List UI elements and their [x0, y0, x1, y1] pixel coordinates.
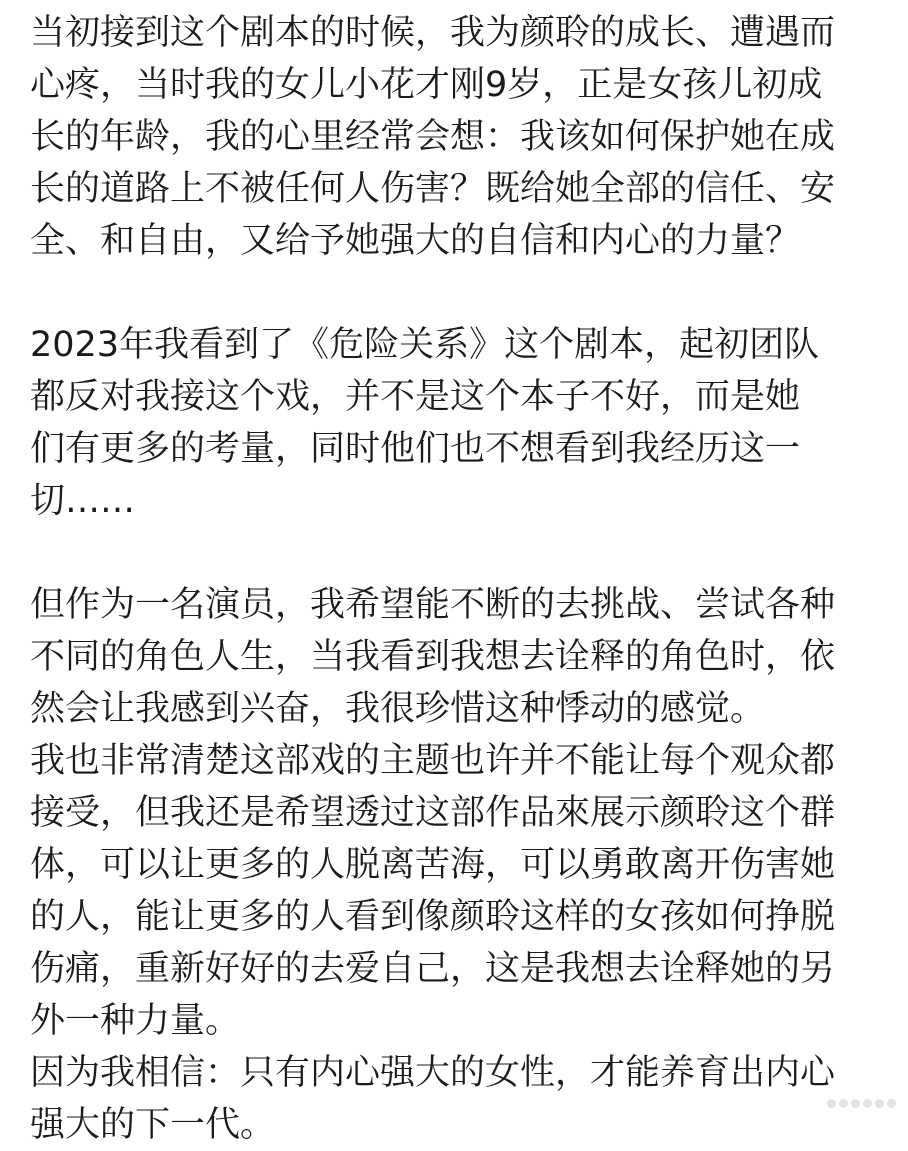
dot-icon [875, 1099, 884, 1108]
text-line: 长的道路上不被任何人伤害？既给她全部的信任、安 [30, 169, 836, 209]
text-line: 全、和自由，又给予她强大的自信和内心的力量？ [30, 221, 801, 261]
text-line: 都反对我接这个戏，并不是这个本子不好，而是她 [30, 377, 801, 417]
dot-icon [827, 1099, 836, 1108]
paragraph-3 [30, 579, 890, 1151]
paragraph-2 [30, 319, 890, 527]
paragraph-spacer [30, 267, 890, 319]
text-line: 体，可以让更多的人脱离苦海，可以勇敢离开伤害她 [30, 845, 836, 885]
text-line: 们有更多的考量，同时他们也不想看到我经历这一 [30, 429, 801, 469]
dot-icon [839, 1099, 848, 1108]
text-line: 然会让我感到兴奋，我很珍惜这种悸动的感觉。 [30, 689, 766, 729]
text-line: 因为我相信：只有内心强大的女性，才能养育出内心 [30, 1053, 836, 1093]
paragraph-spacer [30, 527, 890, 579]
text-line: 不同的角色人生，当我看到我想去诠释的角色时，依 [30, 637, 836, 677]
post-body [30, 7, 890, 1151]
text-line: 强大的下一代。 [30, 1105, 276, 1145]
dot-icon [863, 1099, 872, 1108]
dot-icon [851, 1099, 860, 1108]
paragraph-1 [30, 7, 890, 267]
dot-icon [887, 1099, 896, 1108]
text-line: 伤痛，重新好好的去爱自己，这是我想去诠释她的另 [30, 949, 836, 989]
text-line: 我也非常清楚这部戏的主题也许并不能让每个观众都 [30, 741, 836, 781]
text-line: 接受，但我还是希望透过这部作品來展示颜聆这个群 [30, 793, 836, 833]
text-line: 当初接到这个剧本的时候，我为颜聆的成长、遭遇而 [30, 13, 836, 53]
text-line: 心疼，当时我的女儿小花才刚9岁，正是女孩儿初成 [30, 65, 823, 105]
text-line: 切…… [30, 481, 136, 521]
text-line: 但作为一名演员，我希望能不断的去挑战、尝试各种 [30, 585, 836, 625]
text-line: 的人，能让更多的人看到像颜聆这样的女孩如何挣脱 [30, 897, 836, 937]
text-line: 外一种力量。 [30, 1001, 241, 1041]
text-line: 长的年龄，我的心里经常会想：我该如何保护她在成 [30, 117, 836, 157]
text-line: 2023年我看到了《危险关系》这个剧本，起初团队 [30, 325, 820, 365]
watermark-dots-icon [827, 1099, 896, 1108]
